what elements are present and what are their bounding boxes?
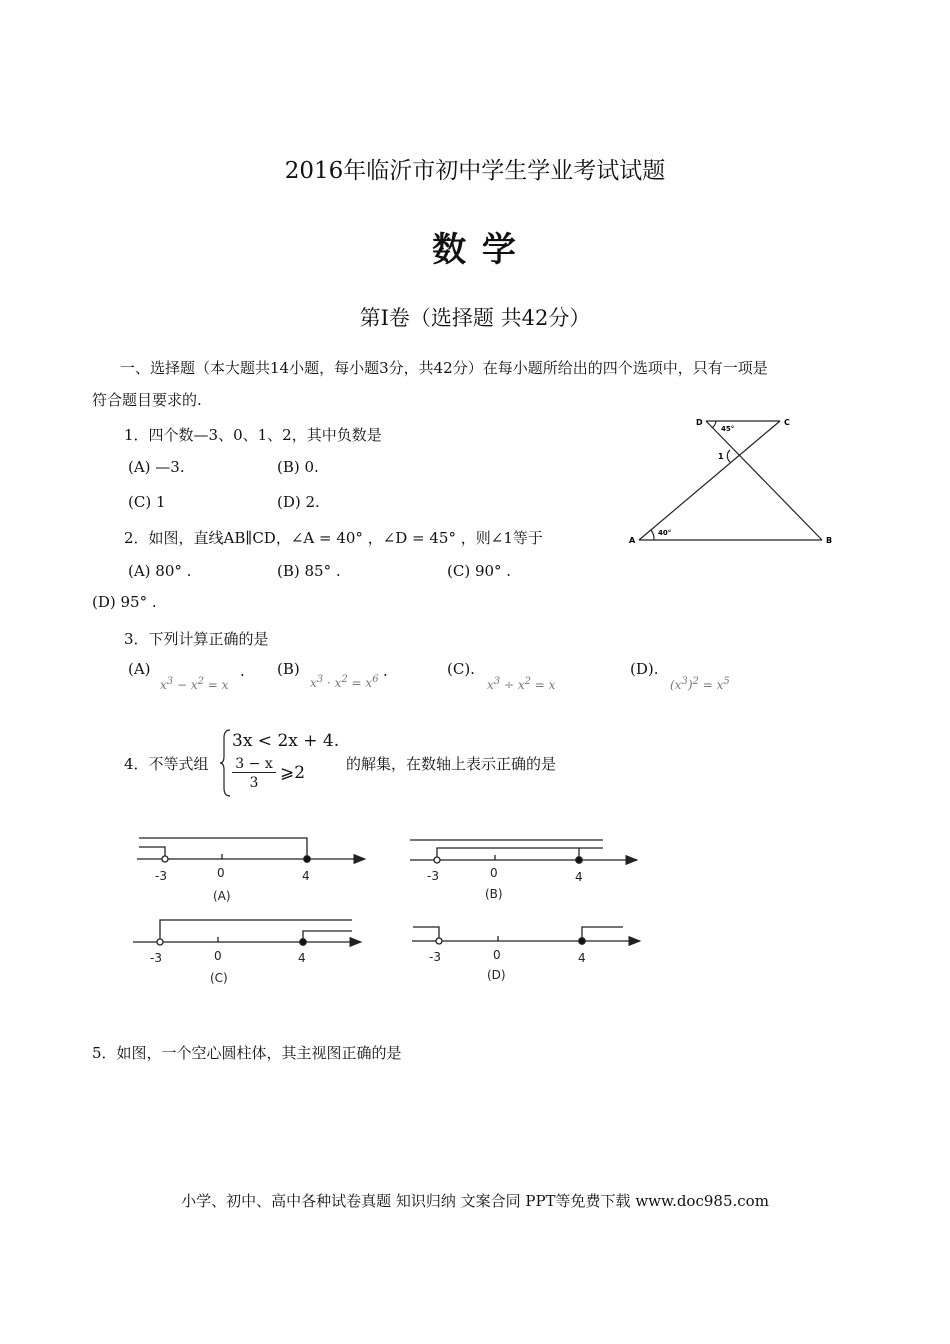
exam-title: 2016年临沂市初中学生学业考试试题	[284, 158, 666, 184]
q1-option-c: (C) 1	[128, 493, 166, 511]
axis-d-zero: 0	[493, 948, 501, 962]
q3-option-b-label: (B)	[277, 660, 300, 678]
axis-c-zero: 0	[214, 949, 222, 963]
axis-b-four: 4	[575, 870, 583, 884]
axis-b-neg3: -3	[427, 869, 439, 883]
section-title: 第Ⅰ卷（选择题 共42分）	[359, 306, 591, 330]
q5-stem: 5．如图，一个空心圆柱体，其主视图正确的是	[92, 1044, 402, 1062]
axis-c-neg3: -3	[150, 951, 162, 965]
number-line-d	[412, 927, 640, 944]
axis-a-neg3: -3	[155, 869, 167, 883]
footer-text: 小学、初中、高中各种试卷真题 知识归纳 文案合同 PPT等免费下载 www.doc985.com	[181, 1192, 769, 1210]
q1-option-b: (B) 0.	[277, 458, 319, 476]
q3-option-c-formula: $x^3 \div x^2 = x$	[487, 676, 556, 692]
q4-stem-prefix: 4．不等式组	[124, 755, 209, 773]
q3-option-c-label: (C).	[447, 660, 475, 678]
instructions-line1: 一、选择题（本大题共14小题，每小题3分，共42分）在每小题所给出的四个选项中，只有一项是	[120, 359, 768, 377]
q2-option-d: (D) 95° .	[92, 593, 157, 611]
number-line-a	[137, 838, 365, 862]
angle-d-label: 45°	[721, 425, 735, 433]
q3-option-b-formula: $x^3 \cdot x^2 = x^6$	[310, 674, 379, 690]
axis-c-four: 4	[298, 951, 306, 965]
q3-option-d-label: (D).	[630, 660, 659, 678]
label-b: B	[826, 536, 833, 545]
q2-option-b: (B) 85° .	[277, 562, 341, 580]
q4-ineq2-relation: ⩾2	[280, 763, 306, 783]
q3-option-a-dot: .	[240, 662, 245, 680]
q1-option-d: (D) 2.	[277, 493, 320, 511]
option-b-label: (B)	[485, 887, 503, 901]
q1-option-a: (A) —3.	[128, 458, 185, 476]
instructions-line2: 符合题目要求的.	[92, 391, 202, 409]
q2-option-c: (C) 90° .	[447, 562, 512, 580]
number-line-b	[410, 840, 637, 863]
axis-d-neg3: -3	[429, 950, 441, 964]
q1-stem: 1．四个数—3、0、1、2，其中负数是	[124, 426, 382, 444]
label-a: A	[629, 536, 636, 545]
axis-b-zero: 0	[490, 866, 498, 880]
number-line-c	[133, 920, 361, 945]
q3-option-b-dot: .	[383, 662, 388, 680]
q4-brace	[218, 728, 232, 798]
option-d-label: (D)	[487, 968, 506, 982]
q2-stem: 2．如图，直线AB∥CD，∠A = 40° ，∠D = 45° ，则∠1等于	[124, 529, 543, 547]
angle-a-label: 40°	[658, 529, 672, 537]
q3-stem: 3．下列计算正确的是	[124, 630, 269, 648]
subject-title: 数 学	[432, 230, 518, 270]
q2-figure	[620, 410, 840, 550]
q4-ineq2-numerator: 3 − x	[232, 756, 276, 773]
q4-stem-suffix: 的解集，在数轴上表示正确的是	[346, 755, 557, 773]
q2-option-a: (A) 80° .	[128, 562, 192, 580]
axis-a-zero: 0	[217, 866, 225, 880]
q3-option-a-formula: $x^3 - x^2 = x$	[160, 676, 229, 692]
angle-1-label: 1	[718, 452, 724, 461]
label-c: C	[784, 418, 790, 427]
option-c-label: (C)	[210, 971, 228, 985]
axis-a-four: 4	[302, 869, 310, 883]
q4-number-lines	[125, 825, 655, 995]
q4-ineq2-denominator: 3	[249, 775, 259, 791]
option-a-label: (A)	[213, 889, 231, 903]
axis-d-four: 4	[578, 951, 586, 965]
q3-option-d-formula: $(x^3)^2 = x^5$	[670, 676, 730, 692]
label-d: D	[696, 418, 703, 427]
q4-ineq1: 3x < 2x + 4.	[232, 731, 340, 751]
q3-option-a-label: (A)	[128, 660, 151, 678]
